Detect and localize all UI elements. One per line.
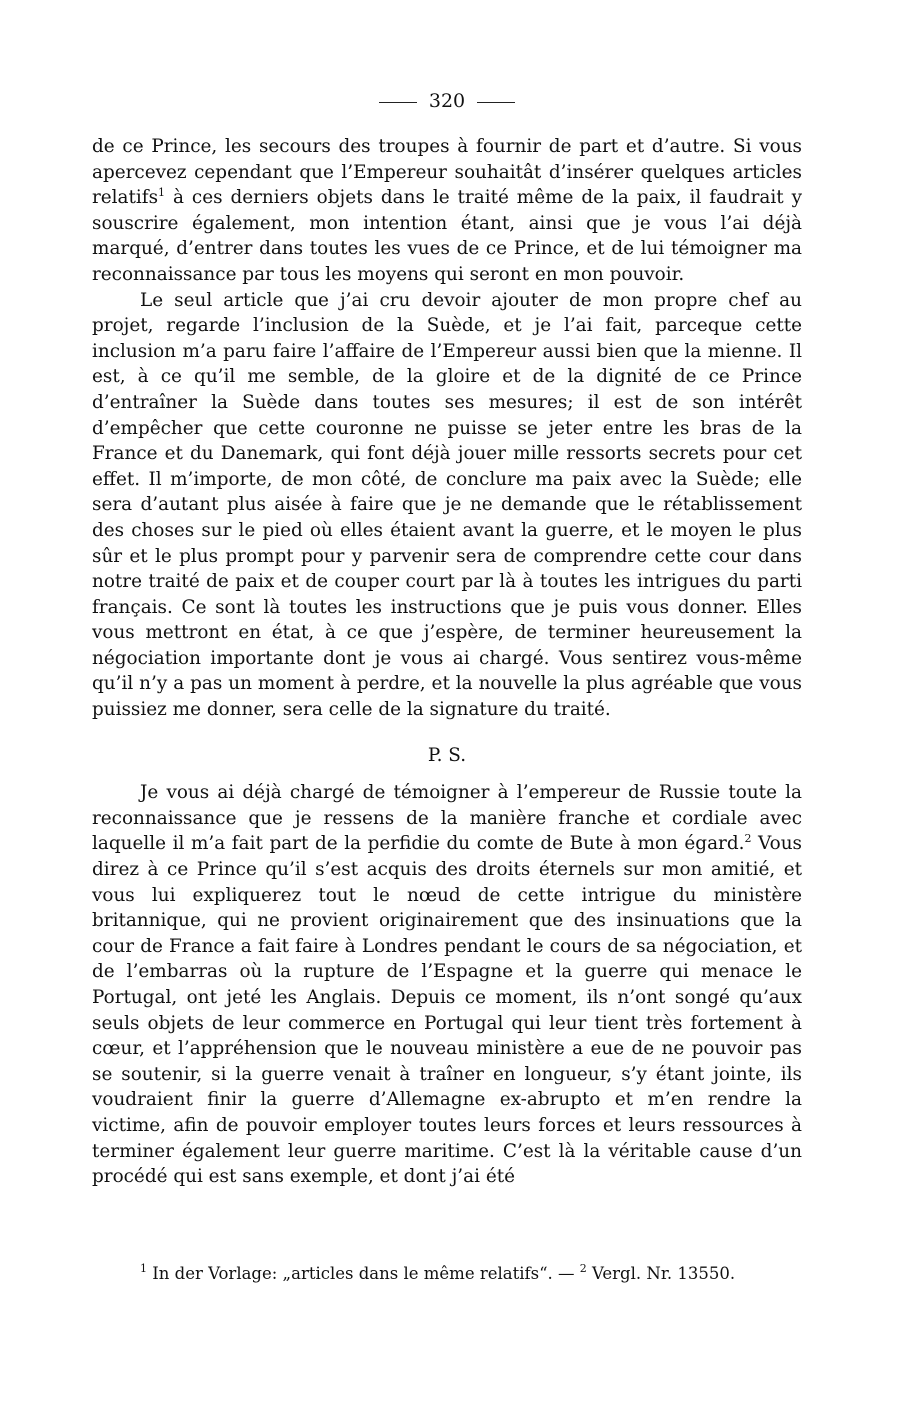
footnote-ref-1: 1: [158, 186, 166, 200]
footnote-2-mark: 2: [579, 1262, 587, 1275]
paragraph-3-text: Je vous ai déjà chargé de témoigner à l’empereur de Russie toute la reconnaissance que je ressens de la manière franche et cordiale avec laquelle il m’a fait part de la perfidie du comte de Bute à mon égard.: [92, 782, 802, 855]
header-dash-right: [477, 102, 515, 103]
paragraph-1: [92, 134, 802, 288]
header-dash-left: [379, 102, 417, 103]
body-text: [92, 134, 802, 1190]
paragraph-2: Le seul article que j’ai cru devoir ajouter de mon propre chef au projet, regarde l’inclusion de la Suède, et je l’ai fait, parceque cette inclusion m’a paru faire l’affaire de l’Empereur aussi bien que la mienne. Il est, à ce qu’il me semble, de la gloire et de la dignité de ce Prince d’entraîner la Suède dans toutes ses mesures; il est de son intérêt d’empêcher que cette couronne ne puisse se jeter entre les bras de la France et du Danemark, qui font déjà jouer mille ressorts secrets pour cet effet. Il m’importe, de mon côté, de conclure ma paix avec la Suède; elle sera d’autant plus aisée à faire que je ne demande que le rétablissement des choses sur le pied où elles étaient avant la guerre, et le moyen le plus sûr et le plus prompt pour y parvenir sera de comprendre cette cour dans notre traité de paix et de couper court par là à toutes les intrigues du parti français. Ce sont là toutes les instructions que je puis vous donner. Elles vous mettront en état, à ce que j’espère, de terminer heureusement la négociation importante dont je vous ai chargé. Vous sentirez vous-même qu’il n’y a pas un moment à perdre, et la nouvelle la plus agréable que vous puissiez me donner, sera celle de la signature du traité.: [92, 289, 802, 721]
footnote-ref-2: 2: [744, 832, 752, 846]
footnotes: [140, 1262, 820, 1286]
footnote-1-mark: 1: [140, 1262, 147, 1275]
page-number: 320: [428, 90, 466, 112]
footnote-1-text: In der Vorlage: „articles dans le même relatifs“. —: [147, 1264, 580, 1283]
paragraph-1-text: de ce Prince, les secours des troupes à fournir de part et d’autre. Si vous apercevez cependant que l’Empereur souhaitât d’insérer quelques articles relatifs: [92, 136, 802, 209]
paragraph-3-rest: Vous direz à ce Prince qu’il s’est acquis des droits éternels sur mon amitié, et vous lui expliquerez tout le nœud de cette intrigue du ministère britannique, qui ne provient originairement que des insinuations que la cour de France a fait faire à Londres pendant le cours de sa négociation, et de l’embarras où la rupture de l’Espagne et la guerre qui menace le Portugal, ont jeté les Anglais. Depuis ce moment, ils n’ont songé qu’aux seuls objets de leur commerce en Portugal qui leur tient très fortement à cœur, et l’appréhension que le nouveau ministère a eue de ne pouvoir pas se soutenir, si la guerre venait à traîner en longueur, s’y étant jointe, ils voudraient finir la guerre d’Allemagne ex-abrupto et m’en rendre la victime, afin de pouvoir employer toutes leurs forces et leurs ressources à terminer également leur guerre maritime. C’est là la véritable cause d’un procédé qui est sans exemple, et dont j’ai été: [92, 833, 802, 1188]
page-header: [92, 86, 802, 116]
footnote-2-text: Vergl. Nr. 13550.: [586, 1264, 736, 1283]
paragraph-3: [92, 780, 802, 1190]
paragraph-1-rest: à ces derniers objets dans le traité même de la paix, il faudrait y souscrire également, mon intention étant, ainsi que je vous l’ai déjà marqué, d’entrer dans toutes les vues de ce Prince, et de lui témoigner ma reconnaissance par tous les moyens qui seront en mon pouvoir.: [92, 187, 802, 285]
ps-heading: P. S.: [427, 744, 467, 766]
